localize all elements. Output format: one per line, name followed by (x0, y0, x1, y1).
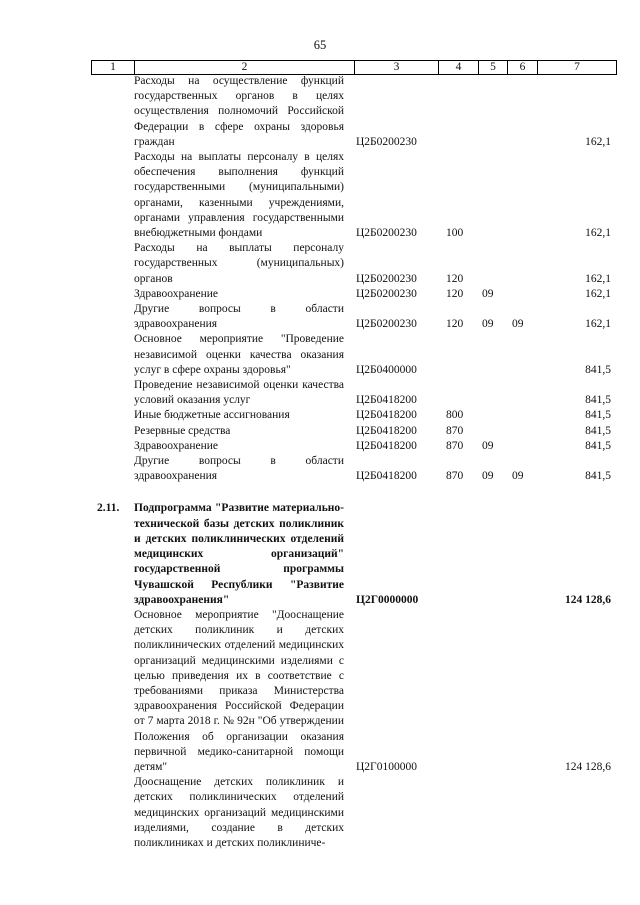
table-row (0, 287, 640, 302)
row-code: Ц2Б0418200 (356, 439, 417, 452)
header-col-5: 5 (479, 61, 508, 75)
row-name: Иные бюджетные ассигнования (134, 409, 290, 422)
page-number: 65 (313, 38, 327, 52)
table-row (0, 408, 640, 423)
header-row (92, 61, 617, 75)
row-code: Ц2Б0418200 (356, 394, 417, 407)
row-sum: 841,5 (585, 424, 611, 437)
header-col-4: 4 (439, 61, 479, 75)
row-sum: 841,5 (585, 363, 611, 376)
row-sum: 124 128,6 (565, 760, 611, 773)
row-sum: 162,1 (585, 135, 611, 148)
row-section: 09 (482, 287, 494, 300)
row-section: 09 (482, 318, 494, 331)
row-number: 2.11. (97, 502, 120, 515)
row-sum: 162,1 (585, 318, 611, 331)
row-code: Ц2Б0200230 (356, 318, 417, 331)
row-name: Другие вопросы в области здравоохранения (134, 303, 344, 331)
row-code: Ц2Б0200230 (356, 135, 417, 148)
row-sum: 841,5 (585, 470, 611, 483)
row-name: Другие вопросы в области здравоохранения (134, 455, 344, 483)
table-row (0, 454, 640, 484)
row-code: Ц2Б0418200 (356, 470, 417, 483)
table-row (0, 332, 640, 378)
row-expense-type: 870 (446, 439, 464, 452)
row-expense-type: 100 (446, 227, 464, 240)
table-row (0, 302, 640, 332)
row-sum: 162,1 (585, 272, 611, 285)
row-name: Здравоохранение (134, 439, 219, 452)
row-sum: 841,5 (585, 439, 611, 452)
row-code: Ц2Б0418200 (356, 424, 417, 437)
row-code: Ц2Б0418200 (356, 409, 417, 422)
row-code: Ц2Г0000000 (356, 593, 419, 606)
table-row (0, 424, 640, 439)
row-expense-type: 870 (446, 470, 464, 483)
row-name: Основное мероприятие "Проведение независимой оценки качества оказания услуг в сфере охраны здоровья" (134, 333, 344, 376)
row-section: 09 (482, 470, 494, 483)
row-sum: 162,1 (585, 227, 611, 240)
row-section: 09 (482, 439, 494, 452)
row-subsection: 09 (512, 470, 524, 483)
row-name: Основное мероприятие "Дооснащение детских поликлиник и детских поликлинических отделений медицинских организаций медицинскими изделиями с целью приведения их в соответствие с требованиями приказа Министерства здравоохранения Российской Федерации от 7 марта 2018 г. № 92н "Об утверждении Положения об организации оказания первичной медико-санитарной помощи детям" (134, 608, 344, 773)
row-sum: 124 128,6 (565, 593, 611, 606)
table-row (0, 775, 640, 851)
row-sum: 841,5 (585, 394, 611, 407)
table-row (0, 150, 640, 241)
table-row (0, 74, 640, 150)
row-name: Расходы на выплаты персоналу в целях обеспечения выполнения функций государственными (муниципальными) органами, казенными учреждениями, органами управления государственными внебюджетными фондами (134, 151, 344, 240)
row-sum: 162,1 (585, 287, 611, 300)
row-expense-type: 870 (446, 424, 464, 437)
row-name: Подпрограмма "Развитие материально-технической базы детских поликлиник и детских поликлинических отделений медицинских организаций" государственной программы Чувашской Республики "Развитие здравоохранения" (134, 502, 344, 606)
table-body (0, 74, 640, 851)
row-expense-type: 120 (446, 287, 464, 300)
row-name: Дооснащение детских поликлиник и детских поликлинических отделений медицинских организаций медицинскими изделиями, создание в детских поликлиниках и детских поликлиниче- (134, 776, 344, 849)
header-col-1: 1 (92, 61, 135, 75)
subprogram-row (0, 501, 640, 607)
row-name: Расходы на выплаты персоналу государственных (муниципальных) органов (134, 242, 344, 285)
row-code: Ц2Г0100000 (356, 760, 417, 773)
row-expense-type: 120 (446, 318, 464, 331)
table-header (91, 60, 617, 75)
row-name: Резервные средства (134, 424, 231, 437)
header-col-6: 6 (508, 61, 538, 75)
row-name: Расходы на осуществление функций государственных органов в целях осуществления полномочий Российской Федерации в сфере охраны здоровья граждан (134, 75, 344, 148)
row-name: Проведение независимой оценки качества условий оказания услуг (134, 379, 344, 407)
row-code: Ц2Б0200230 (356, 227, 417, 240)
table-row (0, 608, 640, 775)
row-name: Здравоохранение (134, 287, 219, 300)
header-col-2: 2 (135, 61, 355, 75)
row-expense-type: 120 (446, 272, 464, 285)
row-code: Ц2Б0400000 (356, 363, 417, 376)
table-row (0, 378, 640, 408)
row-expense-type: 800 (446, 409, 464, 422)
row-code: Ц2Б0200230 (356, 287, 417, 300)
row-code: Ц2Б0200230 (356, 272, 417, 285)
table-row (0, 241, 640, 287)
header-col-3: 3 (355, 61, 439, 75)
header-col-7: 7 (538, 61, 617, 75)
table-row (0, 439, 640, 454)
row-sum: 841,5 (585, 409, 611, 422)
row-subsection: 09 (512, 318, 524, 331)
